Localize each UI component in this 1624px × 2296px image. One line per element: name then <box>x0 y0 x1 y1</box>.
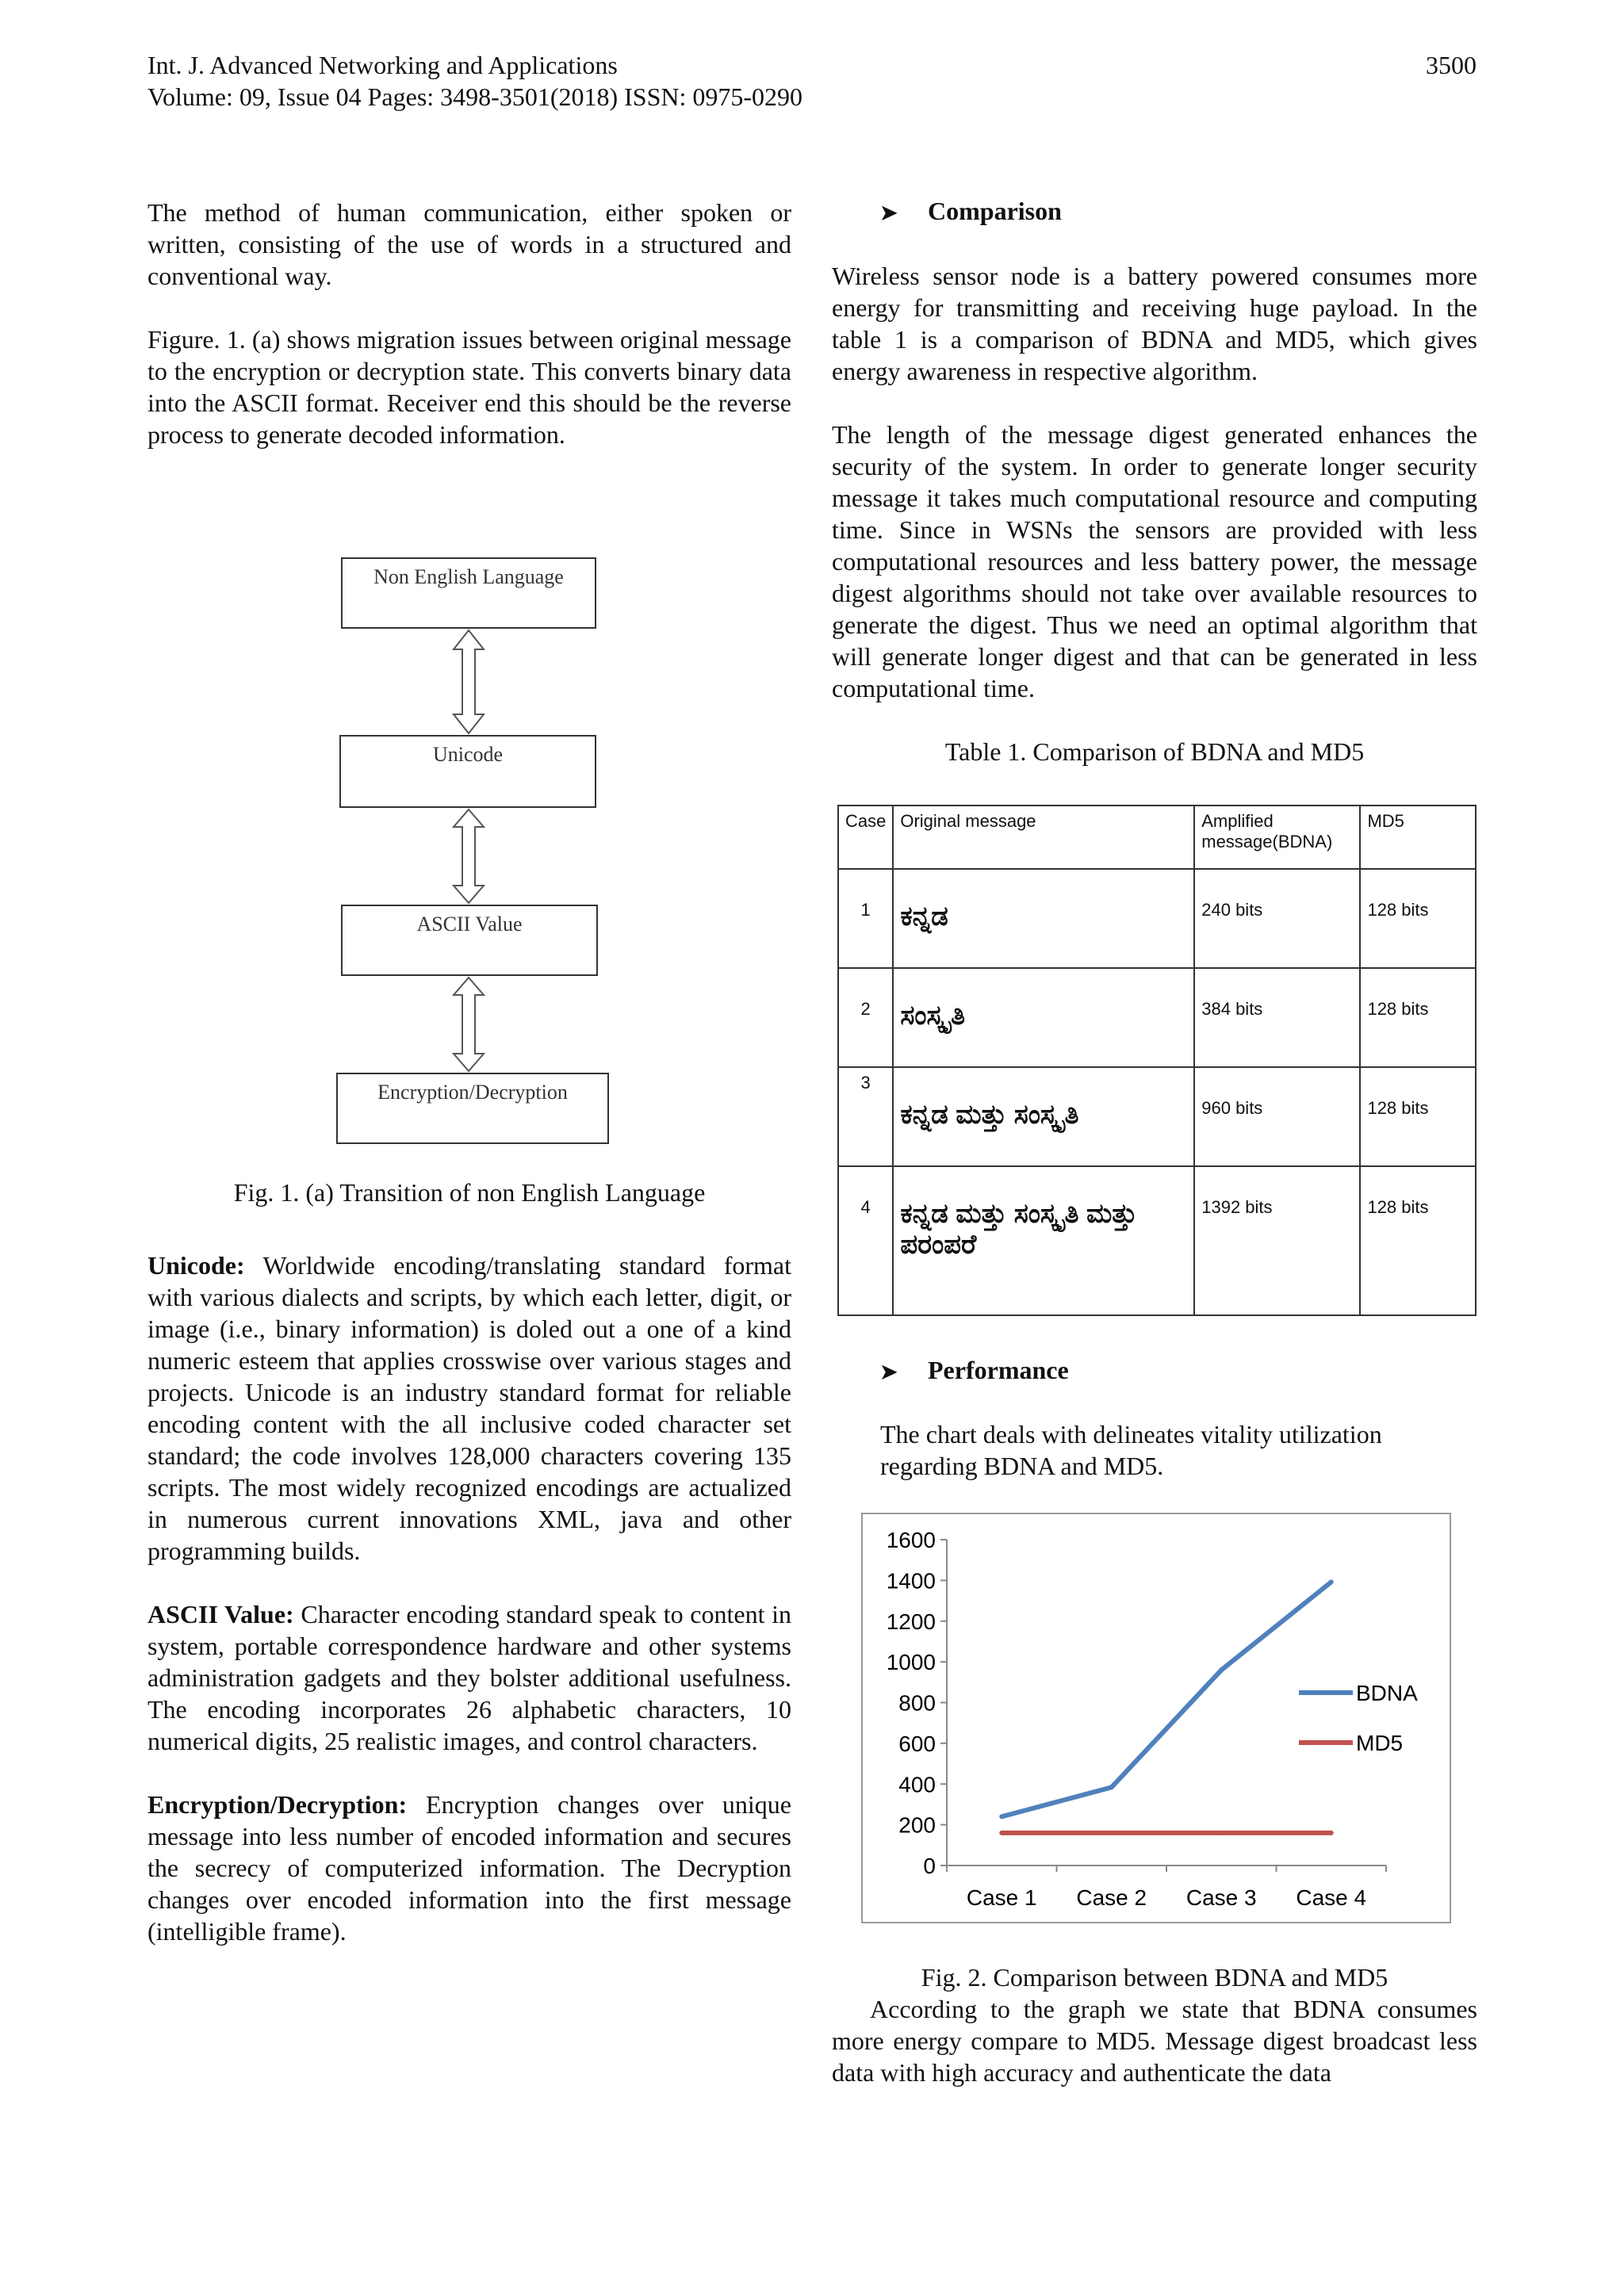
flow-box-encryption: Encryption/Decryption <box>336 1073 609 1144</box>
table-caption: Table 1. Comparison of BDNA and MD5 <box>944 737 1365 766</box>
cell-case: 4 <box>838 1166 893 1315</box>
comparison-paragraph-1: Wireless sensor node is a battery powered consumes more energy for transmitting and receiving huge payload. In the table 1 is a comparison of BDNA and MD5, which gives energy awareness in respective algorithm. <box>832 262 1477 385</box>
table-row <box>838 869 1476 968</box>
cell-bdna: 960 bits <box>1194 1067 1360 1166</box>
legend-label-md5: MD5 <box>1356 1731 1404 1755</box>
y-tick-label: 1000 <box>886 1650 936 1675</box>
comparison-heading-text: Comparison <box>928 197 1062 225</box>
ascii-term: ASCII Value: <box>147 1600 294 1628</box>
figure-paragraph: Figure. 1. (a) shows migration issues between original message to the encryption or decryption state. This converts binary data into the ASCII format. Receiver end this should be the reverse process to generate decoded information. <box>147 325 791 449</box>
series-line-bdna <box>1002 1582 1331 1816</box>
data-point-md5 <box>999 1831 1004 1835</box>
performance-text: The chart deals with delineates vitality utilization regarding BDNA and MD5. <box>880 1420 1382 1480</box>
fig1-caption: Fig. 1. (a) Transition of non English Language <box>233 1178 706 1207</box>
y-tick-label: 200 <box>898 1812 936 1838</box>
cell-case: 3 <box>838 1067 893 1166</box>
cell-md5: 128 bits <box>1360 1067 1476 1166</box>
cell-original: ಕನ್ನಡ ಮತ್ತು ಸಂಸ್ಕೃತಿ ಮತ್ತು ಪರಂಪರೆ <box>893 1166 1194 1315</box>
y-tick-label: 1200 <box>886 1609 936 1634</box>
cell-bdna: 384 bits <box>1194 968 1360 1067</box>
table-row <box>838 1067 1476 1166</box>
cell-case: 2 <box>838 968 893 1067</box>
intro-paragraph: The method of human communication, either spoken or written, consisting of the use of words in a structured and conventional way. <box>147 198 791 290</box>
chart-frame <box>861 1513 1451 1923</box>
line-chart <box>863 1514 1450 1922</box>
cell-md5: 128 bits <box>1360 869 1476 968</box>
double-arrow-3 <box>450 976 487 1073</box>
x-tick-label: Case 1 <box>966 1885 1037 1910</box>
ascii-paragraph <box>147 1598 791 1757</box>
x-tick-label: Case 2 <box>1076 1885 1147 1910</box>
journal-title: Int. J. Advanced Networking and Applications <box>147 51 618 79</box>
cell-md5: 128 bits <box>1360 1166 1476 1315</box>
cell-bdna: 240 bits <box>1194 869 1360 968</box>
unicode-paragraph <box>147 1249 791 1567</box>
data-point-md5 <box>1219 1831 1224 1835</box>
table-row <box>838 968 1476 1067</box>
data-point-bdna <box>999 1814 1004 1819</box>
y-tick-label: 1400 <box>886 1568 936 1594</box>
conclusion-text: According to the graph we state that BDNA consumes more energy compare to MD5. Message digest broadcast less data with high accuracy and authenticate the data <box>832 1995 1477 2087</box>
right-column-text <box>832 260 1477 736</box>
comparison-table <box>837 805 1477 1316</box>
encryption-text: Encryption changes over unique message into less number of encoded information and secures the secrecy of computerized information. The Decryption changes over encoded information into the first message (intelligible frame). <box>147 1790 792 1946</box>
ascii-text: Character encoding standard speak to content in system, portable correspondence hardware and other systems administration gadgets and they bolster additional usefulness. The encoding incorporates 26 alphabetic characters, 10 numerical digits, 25 realistic images, and control characters. <box>147 1600 792 1755</box>
volume-line: Volume: 09, Issue 04 Pages: 3498-3501(2018) ISSN: 0975-0290 <box>147 82 803 111</box>
th-md5: MD5 <box>1360 806 1476 869</box>
encryption-term: Encryption/Decryption: <box>147 1790 408 1819</box>
y-tick-label: 800 <box>898 1690 936 1716</box>
cell-md5: 128 bits <box>1360 968 1476 1067</box>
y-tick-label: 1600 <box>886 1528 936 1552</box>
flow-box-ascii: ASCII Value <box>341 905 598 976</box>
unicode-text: Worldwide encoding/translating standard format with various dialects and scripts, by which each letter, digit, or image (i.e., binary information) is doled out a one of a kind numeric esteem that applies crosswise over various stages and projects. Unicode is an industry standard format for reliable encoding content with the all inclusive coded character set standard; the code involves 128,000 characters covering 135 scripts. The most widely recognized encodings are actualized in numerous current innovations XML, java and other programming builds. <box>147 1251 791 1565</box>
data-point-bdna <box>1109 1785 1114 1789</box>
data-point-md5 <box>1329 1831 1334 1835</box>
conclusion-paragraph <box>832 1993 1477 2088</box>
unicode-term: Unicode: <box>147 1251 245 1280</box>
fig2-caption: Fig. 2. Comparison between BDNA and MD5 <box>921 1963 1388 1992</box>
legend-label-bdna: BDNA <box>1356 1681 1418 1705</box>
th-bdna: Amplified message(BDNA) <box>1194 806 1360 869</box>
comparison-heading <box>880 197 1062 226</box>
table-row <box>838 1166 1476 1315</box>
performance-heading <box>880 1356 1069 1385</box>
table-header-row <box>838 806 1476 869</box>
x-tick-label: Case 3 <box>1185 1885 1257 1910</box>
data-point-md5 <box>1109 1831 1114 1835</box>
data-point-bdna <box>1219 1667 1224 1672</box>
th-original: Original message <box>893 806 1194 869</box>
y-tick-label: 600 <box>898 1731 936 1756</box>
cell-original: ಸಂಸ್ಕೃತಿ <box>893 968 1194 1067</box>
cell-case: 1 <box>838 869 893 968</box>
arrowhead-bullet-icon: ➤ <box>880 1360 898 1383</box>
cell-original: ಕನ್ನಡ <box>893 869 1194 968</box>
encryption-paragraph <box>147 1789 791 1947</box>
page-number: 3500 <box>1426 51 1477 79</box>
x-tick-label: Case 4 <box>1296 1885 1367 1910</box>
arrowhead-bullet-icon: ➤ <box>880 201 898 224</box>
flow-box-unicode: Unicode <box>339 735 596 808</box>
data-point-bdna <box>1329 1579 1334 1584</box>
comparison-paragraph-2: The length of the message digest generated enhances the security of the system. In order to generate longer security message it takes much computational resource and computing time. Since in WSNs the sensors are provided with less computational resources and less battery power, the message digest algorithms should not take over available resources to generate the digest. Thus we need an optimal algorithm that will generate longer digest and that can be generated in less computational time. <box>832 420 1477 702</box>
performance-heading-text: Performance <box>928 1356 1069 1384</box>
left-column <box>147 197 791 482</box>
left-column-defs <box>147 1249 791 1979</box>
th-case: Case <box>838 806 893 869</box>
y-tick-label: 400 <box>898 1772 936 1797</box>
double-arrow-1 <box>450 629 487 735</box>
double-arrow-2 <box>450 808 487 905</box>
flow-box-non-english: Non English Language <box>341 557 596 629</box>
cell-bdna: 1392 bits <box>1194 1166 1360 1315</box>
y-tick-label: 0 <box>923 1854 936 1878</box>
cell-original: ಕನ್ನಡ ಮತ್ತು ಸಂಸ್ಕೃತಿ <box>893 1067 1194 1166</box>
